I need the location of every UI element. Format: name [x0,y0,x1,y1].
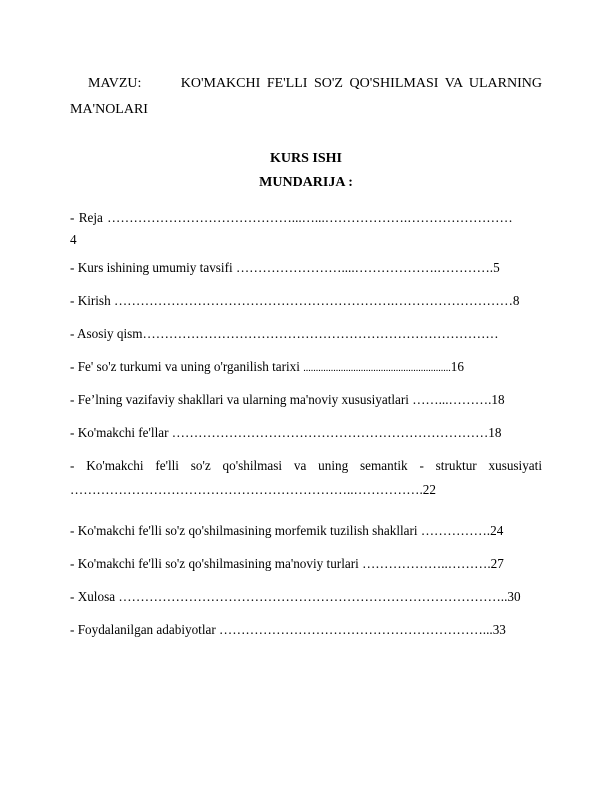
toc-item-text: - Kirish ……………………………………………………….……………………… [70,293,513,308]
toc-item-text: - Xulosa …………………………………………………………………………….. [70,589,508,604]
toc-item-text: - Foydalanilgan adabiyotlar ……………………………………………………... [70,622,493,637]
toc-item-morfemik-tuzilish[interactable] [70,520,542,542]
mundarija-heading: MUNDARIJA : [259,175,353,190]
toc-item-kirish[interactable] [70,290,542,312]
toc-item-semantik-struktur[interactable] [70,454,542,502]
toc-item-manoviy-turlar[interactable] [70,553,542,575]
toc-item-text: - Ko'makchi fe'llar ……………………………………………………………… [70,425,489,440]
toc-item-page: 5 [493,260,500,275]
toc-item-page: 16 [450,359,464,374]
toc-item-asosiy-qism[interactable] [70,323,542,345]
toc-item-adabiyotlar[interactable] [70,619,542,641]
toc-item-umumiy-tavsif[interactable] [70,257,542,279]
toc-item-page: 24 [490,523,504,538]
toc-item-text: - Fe' so'z turkumi va uning o'rganilish tarixi [70,359,300,374]
topic-heading [70,71,542,123]
toc-item-page: 8 [512,293,520,308]
topic-label: MAVZU: [88,76,142,91]
toc-item-xulosa[interactable] [70,586,542,608]
toc-item-text: - Kurs ishining umumiy tavsifi ……………………....……………….…………. [70,260,494,275]
toc-item-text: - Ko'makchi fe'lli so'z qo'shilmasi va uning semantik - struktur xususiyati ………………………………………………………..……………. [70,458,542,497]
toc-item-text: - Fe’lning vazifaviy shakllari va ularning ma'noviy xususiyatlari ……...………. [70,392,492,407]
toc-item-page: 18 [491,392,505,407]
toc-item-page: 4 [70,232,77,247]
toc-item-page: 30 [507,589,521,604]
toc-item-text: - Ko'makchi fe'lli so'z qo'shilmasining ma'noviy turlari ………………..………. [70,556,491,571]
toc-item-leader: ........................................................... [303,363,451,374]
toc-item-page: 18 [488,425,502,440]
topic-title: KO'MAKCHI FE'LLI SO'Z QO'SHILMASI VA ULARNING MA'NOLARI [70,76,542,117]
toc-item-reja[interactable] [70,207,542,251]
toc-item-text: - Asosiy qism……………………………………………………………………… [70,326,499,341]
toc-item-komakchi-fellar[interactable] [70,422,542,444]
toc-item-page: 33 [492,622,506,637]
toc-item-page: 27 [490,556,504,571]
toc-item-text: - Reja ……………………………………...…...……………….…………………… [70,210,513,225]
toc-item-vazifaviy-shakllar[interactable] [70,389,542,411]
toc-item-page: 22 [422,482,436,497]
kurs-ishi-heading: KURS ISHI [270,151,342,166]
toc-item-text: - Ko'makchi fe'lli so'z qo'shilmasining morfemik tuzilish shakllari ……………. [70,523,491,538]
toc-item-fel-tarixi[interactable] [70,356,542,380]
